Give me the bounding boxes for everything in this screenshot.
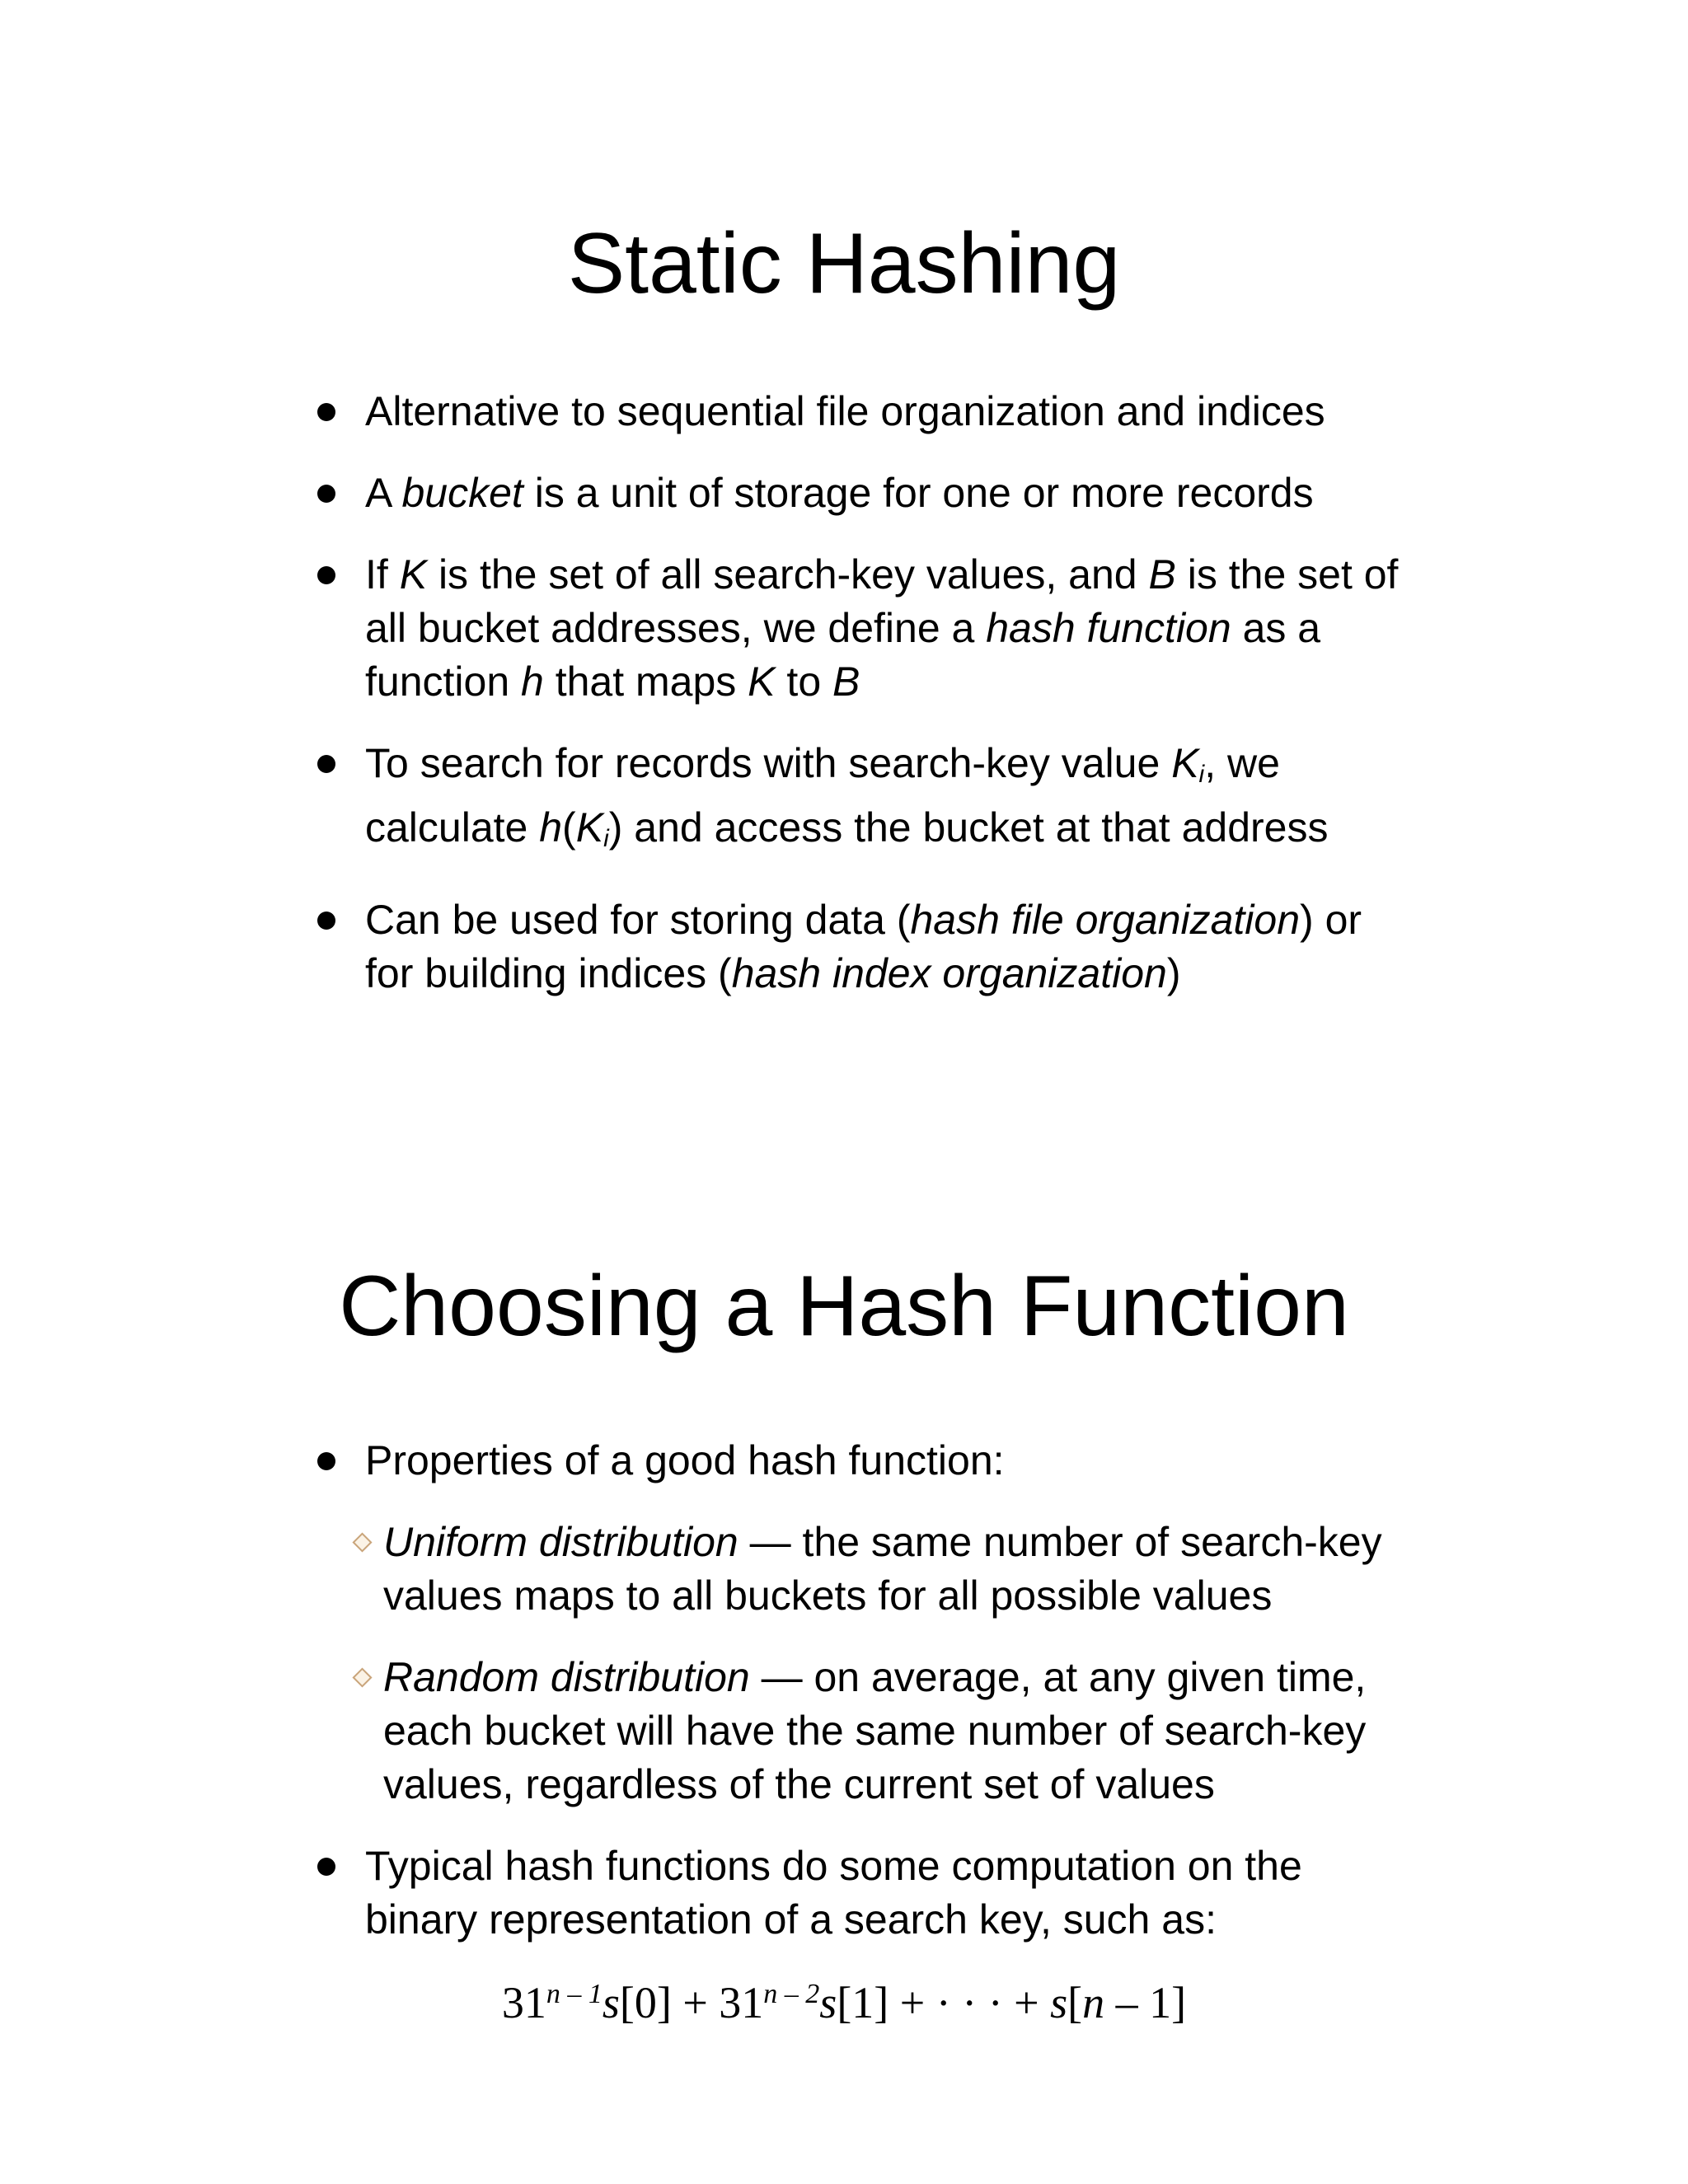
text-run: A [365, 470, 402, 516]
bullet-text [365, 388, 1325, 434]
text-run: K [748, 658, 776, 705]
text-run: Uniform distribution [383, 1519, 738, 1565]
text-run: — on average, at any given time, each bucket will have the same number of search-key values, regardless of the current set of values [383, 1654, 1367, 1807]
bullet-item [317, 385, 1414, 438]
text-run: ) and access the bucket at that address [608, 804, 1329, 851]
bullet-dot-icon [317, 485, 335, 503]
text-run: K [575, 804, 604, 851]
text-run: [ [1067, 1978, 1083, 2027]
bullet-dot-icon [317, 1858, 335, 1876]
text-run: [1] + · · · + [837, 1978, 1051, 2027]
hash-formula [0, 1980, 1688, 2025]
text-run: to [775, 658, 833, 705]
text-run: n – 2 [763, 1979, 820, 2009]
text-run: Random distribution [383, 1654, 750, 1700]
text-run: B [1148, 551, 1176, 598]
bullet-item [317, 893, 1414, 1001]
slide-choosing-hash-function [0, 1092, 1688, 2184]
slide-title: Choosing a Hash Function [339, 1258, 1349, 1354]
text-run: bucket [401, 470, 523, 516]
slide-title: Static Hashing [567, 216, 1121, 312]
text-run: Typical hash functions do some computation on the binary representation of a search key, such as: [365, 1843, 1302, 1943]
text-run: s [602, 1978, 620, 2027]
bullet-text [365, 897, 1362, 996]
bullet-item [317, 466, 1414, 520]
text-run: hash function [986, 605, 1231, 651]
bullet-dot-icon [317, 755, 335, 773]
text-run: ) [1166, 950, 1181, 996]
bullet-dot-icon [317, 566, 335, 584]
bullet-text [365, 470, 1314, 516]
text-run: is the set of all search-key values, and [427, 551, 1149, 598]
sub-bullet-list [350, 1516, 1414, 1811]
bullet-list [317, 385, 1414, 1029]
text-run: h [521, 658, 544, 705]
text-run: s [1050, 1978, 1068, 2027]
text-run: ) or for building indices ( [365, 897, 1362, 996]
bullet-text [365, 1843, 1302, 1943]
bullet-text [365, 740, 1328, 851]
text-run: h [539, 804, 563, 851]
text-run: i [603, 825, 609, 852]
bullet-text [365, 1437, 1005, 1483]
sub-bullet-text [383, 1654, 1366, 1807]
text-run: i [1198, 761, 1205, 788]
bullet-text [365, 551, 1398, 705]
bullet-item [317, 1840, 1414, 1947]
bullet-item [317, 737, 1414, 865]
text-run: K [1171, 740, 1199, 786]
bullet-item [317, 1434, 1414, 1811]
text-run: ( [562, 804, 576, 851]
text-run: If [365, 551, 400, 598]
sub-bullet-text [383, 1519, 1382, 1619]
bullet-dot-icon [317, 403, 335, 421]
text-run: is a unit of storage for one or more records [523, 470, 1314, 516]
diamond-bullet-icon [352, 1532, 372, 1552]
text-run: B [832, 658, 860, 705]
text-run: n [1082, 1978, 1105, 2027]
sub-bullet-item [350, 1516, 1414, 1623]
text-run: is the set of all bucket addresses, we define a [365, 551, 1399, 651]
text-run: n – 1 [546, 1979, 603, 2009]
text-run: that maps [543, 658, 748, 705]
bullet-dot-icon [317, 912, 335, 930]
text-run: as a function [365, 605, 1321, 705]
text-run: s [819, 1978, 837, 2027]
text-run: hash file organization [910, 897, 1301, 943]
text-run: , we calculate [365, 740, 1280, 851]
text-run: – 1] [1104, 1978, 1187, 2027]
text-run: K [399, 551, 428, 598]
text-run: To search for records with search-key value [365, 740, 1172, 786]
sub-bullet-item [350, 1651, 1414, 1811]
diamond-bullet-icon [352, 1667, 372, 1687]
text-run: [0] + 31 [619, 1978, 764, 2027]
text-run: 31 [501, 1978, 546, 2027]
text-run: Properties of a good hash function: [365, 1437, 1005, 1483]
bullet-list [317, 1434, 1414, 1975]
bullet-item [317, 548, 1414, 709]
text-run: Can be used for storing data ( [365, 897, 911, 943]
bullet-dot-icon [317, 1452, 335, 1470]
text-run: hash index organization [731, 950, 1167, 996]
text-run: Alternative to sequential file organization and indices [365, 388, 1325, 434]
text-run: — the same number of search-key values maps to all buckets for all possible values [383, 1519, 1382, 1619]
